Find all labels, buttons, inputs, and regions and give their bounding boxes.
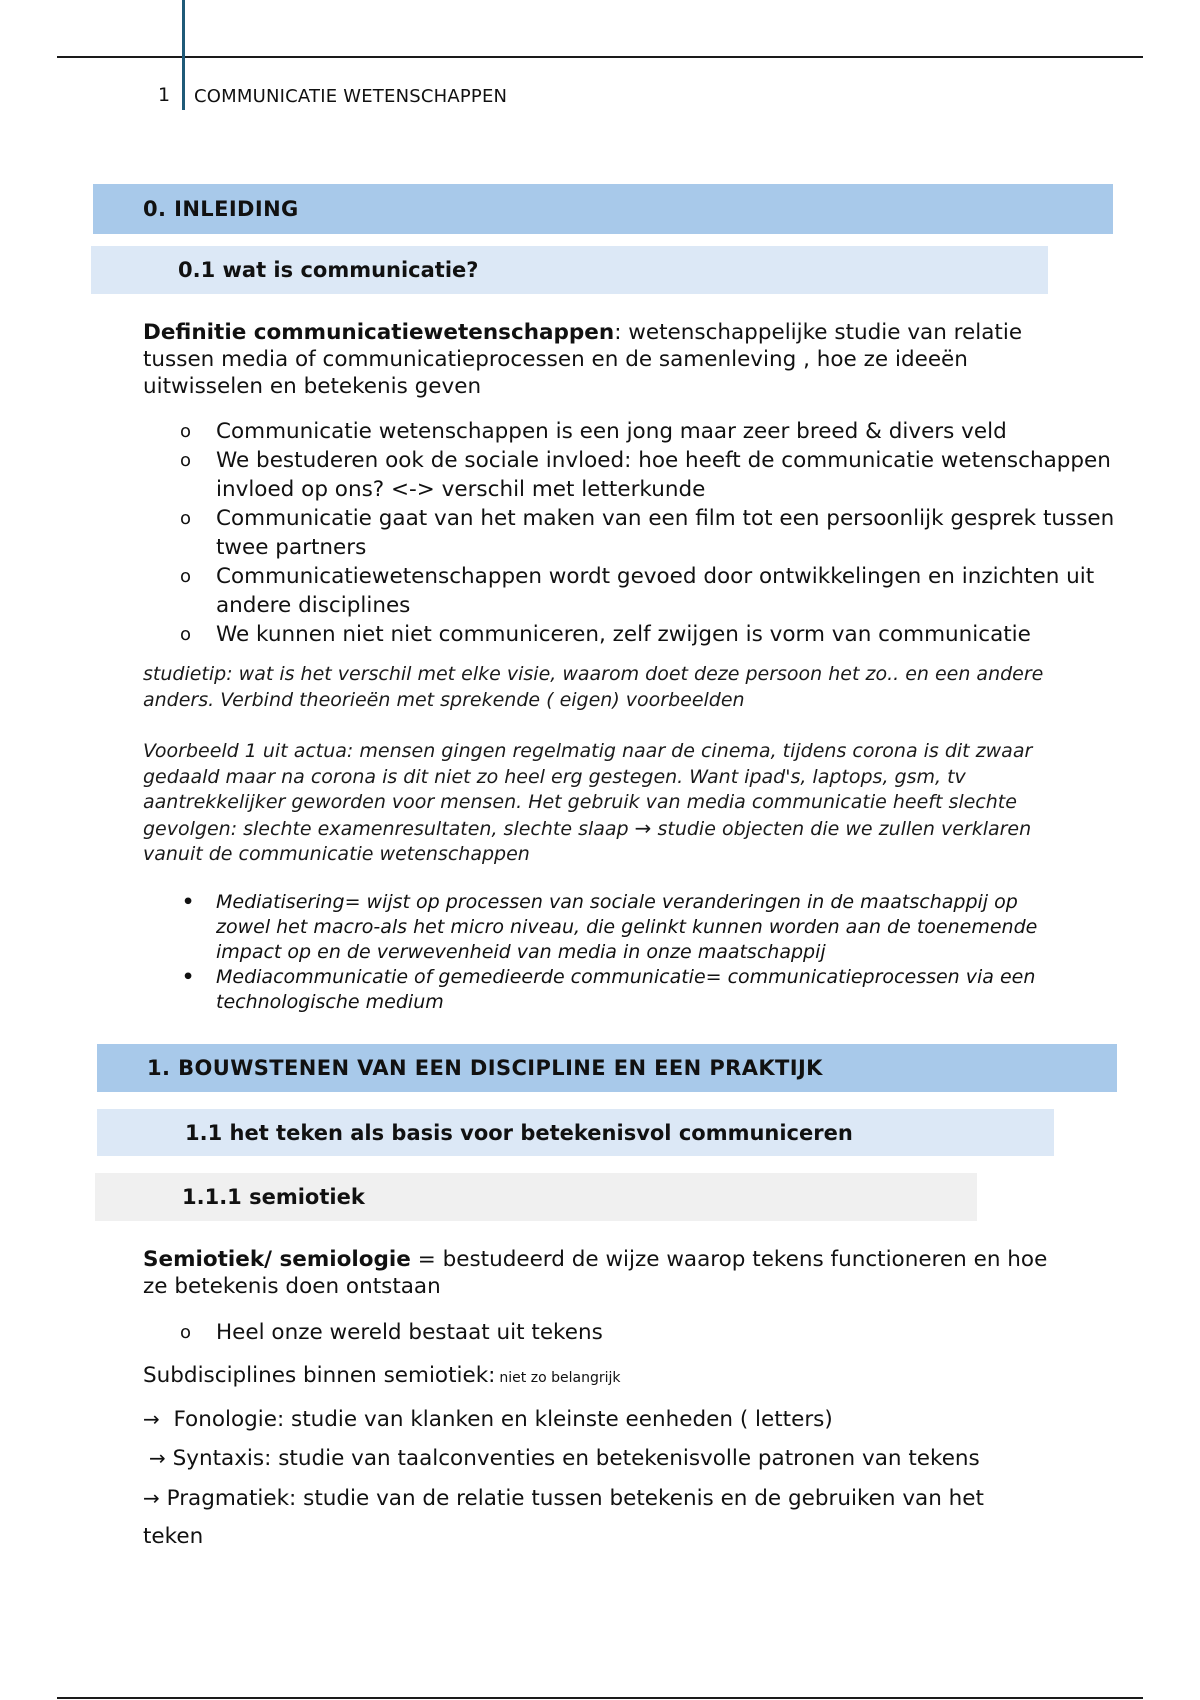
list-item: o We kunnen niet niet communiceren, zelf zwijgen is vorm van communicatie	[180, 622, 1031, 647]
list-marker: o	[180, 624, 192, 645]
semiotiek-text: = bestudeerd de wijze waarop tekens functioneren en hoe ze betekenis doen ontstaan	[143, 1247, 1048, 1299]
subdisciplines-note: niet zo belangrijk	[499, 1370, 621, 1386]
semiotiek-points	[176, 1318, 1116, 1347]
running-title: COMMUNICATIE WETENSCHAPPEN	[194, 86, 508, 107]
arrow-icon: →	[634, 815, 652, 840]
list-item: o Heel onze wereld bestaat uit tekens	[180, 1320, 603, 1345]
example-text: Voorbeeld 1 uit actua: mensen gingen regelmatig naar de cinema, tijdens corona is dit zwaar gedaald maar na corona is dit niet zo heel erg gestegen. Want ipad's, laptops, gsm, tv aantrekkelijker geworden voor mensen. Het gebruik van media communicatie heeft slechte gevolgen: slechte examenresultaten, slechte slaap	[143, 740, 1033, 840]
list-marker: o	[180, 421, 192, 442]
heading-1-1-1: 1.1.1 semiotiek	[95, 1173, 977, 1221]
subdiscipline-item: → Syntaxis: studie van taalconventies en betekenisvolle patronen van tekens	[149, 1446, 980, 1471]
definition-text: : wetenschappelijke studie van relatie tussen media of communicatieprocessen en de samenleving , hoe ze ideeën uitwisselen en betekenis geven	[143, 320, 1023, 399]
heading-0-1: 0.1 wat is communicatie?	[91, 246, 1048, 294]
bullet-marker: •	[182, 966, 195, 988]
list-marker: o	[180, 508, 192, 529]
bullet-marker: •	[182, 891, 195, 913]
list-item: o Communicatie gaat van het maken van een film tot een persoonlijk gesprek tussen twee partners	[180, 506, 1115, 560]
list-item: • Mediacommunicatie of gemedieerde communicatie= communicatieprocessen via een technologische medium	[182, 966, 1036, 1013]
arrow-icon: →	[149, 1446, 166, 1470]
definitions-list	[176, 890, 1076, 1015]
heading-1-bouwstenen: 1. BOUWSTENEN VAN EEN DISCIPLINE EN EEN PRAKTIJK	[97, 1044, 1117, 1092]
semiotiek-term: Semiotiek/ semiologie	[143, 1247, 411, 1272]
header-accent-line	[182, 0, 185, 110]
subdiscipline-item: → Pragmatiek: studie van de relatie tussen betekenis en de gebruiken van het	[143, 1486, 984, 1511]
heading-1-1: 1.1 het teken als basis voor betekenisvol communiceren	[97, 1109, 1054, 1156]
arrow-icon: →	[143, 1486, 160, 1510]
list-item: o Communicatiewetenschappen wordt gevoed door ontwikkelingen en inzichten uit andere disciplines	[180, 564, 1095, 618]
heading-0-inleiding: 0. INLEIDING	[93, 184, 1113, 234]
list-marker: o	[180, 566, 192, 587]
example-paragraph	[143, 739, 1078, 868]
subdisciplines-label: Subdisciplines binnen semiotiek: niet zo belangrijk	[143, 1363, 621, 1388]
intro-points-list	[176, 417, 1116, 649]
header-rule	[57, 56, 1143, 58]
list-item: • Mediatisering= wijst op processen van sociale veranderingen in de maatschappij op zowel het macro-als het micro niveau, die gelinkt kunnen worden aan de toenemende impact op en de verwevenheid van media in onze maatschappij	[182, 891, 1038, 963]
definition-paragraph	[143, 319, 1078, 400]
list-item: o We bestuderen ook de sociale invloed: hoe heeft de communicatie wetenschappen invloed op ons? <-> verschil met letterkunde	[180, 448, 1111, 502]
example-conclusion: studie objecten die we zullen verklaren vanuit de communicatie wetenschappen	[143, 817, 1032, 865]
studietip: studietip: wat is het verschil met elke visie, waarom doet deze persoon het zo.. en een andere anders. Verbind theorieën met sprekende ( eigen) voorbeelden	[143, 663, 1044, 711]
subdiscipline-continuation: teken	[143, 1524, 204, 1549]
definition-term: Definitie communicatiewetenschappen	[143, 320, 615, 345]
list-marker: o	[180, 450, 192, 471]
semiotiek-definition	[143, 1246, 1078, 1300]
list-item: o Communicatie wetenschappen is een jong maar zeer breed & divers veld	[180, 419, 1007, 444]
subdiscipline-item: → Fonologie: studie van klanken en kleinste eenheden ( letters)	[143, 1407, 833, 1432]
arrow-icon: →	[143, 1407, 160, 1431]
list-marker: o	[180, 1322, 192, 1343]
footer-rule	[57, 1697, 1143, 1699]
page-number: 1	[158, 84, 171, 106]
